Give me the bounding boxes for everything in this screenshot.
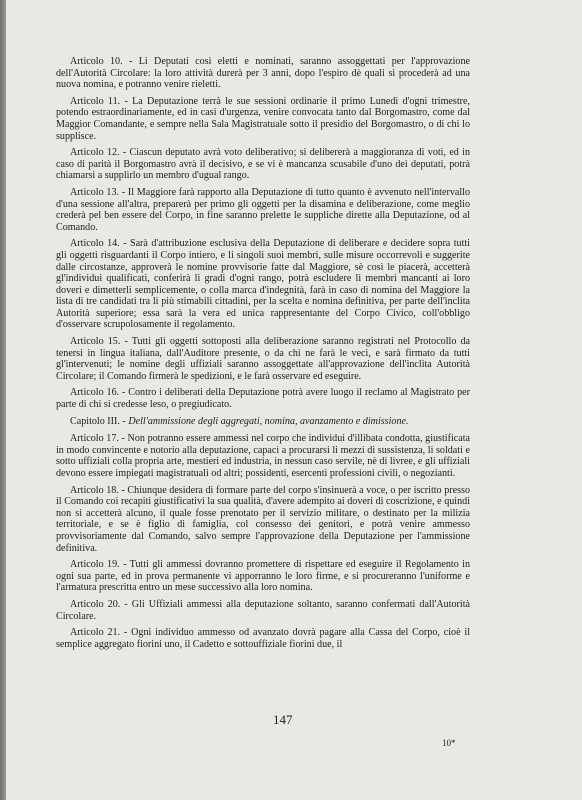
article-heading: Articolo 10. [70,56,123,67]
article-16 [56,387,470,410]
article-text: - Chiunque desidera di formare parte del corpo s'insinuerà a voce, o per iscritto presso il Comando coi recapiti giustificativi la sua qualità, d'avere adempito ai doveri di coscrizione, e quindi non si accetterà alcuno, il quale fosse prenotato per il servizio militare, o destinato per la milizia territoriale, e se è figlio di famiglia, col consesso dei genitori, e potrà venire ammesso provvisoriamente dal Comando, salvo sempre l'approvazione della Deputazione per l'ammissione definitiva. [56,484,470,554]
article-20 [56,599,470,622]
article-text: - Contro i deliberati della Deputazione potrà avere luogo il reclamo al Magistrato per parte di chi si credesse leso, o pregiudicato. [56,387,470,411]
article-17 [56,433,470,479]
article-text: - Il Maggiore farà rapporto alla Deputazione di tutto quanto è avvenuto nell'intervallo d'una sessione all'altra, preparerà per primo gli oggetti per la disamina e deliberazione, come meglio crederà pel ben essere del Corpo, in fine saranno prelette le suppliche dirette alla Deputazione, od al Comando. [56,186,471,233]
article-19 [56,559,470,594]
article-21 [56,627,470,650]
chapter-label: Capitolo III. [70,415,120,427]
article-heading: Articolo 11. [70,95,121,107]
chapter-heading: Capitolo III. - Dell'ammissione degli aggregati, nomina, avanzamento e dimissione. [70,415,409,427]
article-10 [56,56,470,91]
article-14 [56,238,470,331]
article-12 [56,147,470,182]
article-11 [56,96,470,142]
article-heading: Articolo 21. [70,627,121,639]
article-text: - Tutti gli oggetti sottoposti alla deliberazione saranno registrati nel Protocollo da tenersi in lingua italiana, dall'Auditore presente, o da chi ne farà le veci, e sarà firmato da tutti gl'intervenuti; le nomine degli uffiziali saranno assoggettate all'approvazione dell'inclita Autorità Circolare; il Comando firmerà le spedizioni, e le farà osservare ed eseguire. [56,336,471,382]
article-heading: Articolo 20. [70,598,121,610]
article-text: - Li Deputati così eletti e nominati, saranno assoggettati per l'approvazione dell'Autorità Circolare: la loro attività durerà per 3 anni, dopo l'espiro dè quali si procederà ad una nuova nomina, e potranno venire rieletti. [56,56,470,91]
article-13 [56,187,470,233]
article-text: - Ciascun deputato avrà voto deliberativo; si delibererà a maggioranza di voti, ed in caso di parità il Borgomastro avrà il decisivo, e se vi è mancanza scusabile d'uno dei deputati, potrà chiamarsi a supplirlo un membro d'ugual rango. [56,147,471,182]
article-15 [56,336,470,382]
signature-mark: 10* [442,738,456,748]
article-text: - Ogni individuo ammesso od avanzato dovrà pagare alla Cassa del Corpo, cioè il semplice aggregato fiorini uno, il Cadetto e sottouffiziale fiorini due, il [56,627,470,650]
article-heading: Articolo 14. [70,238,120,250]
article-text: - Non potranno essere ammessi nel corpo che individui d'illibata condotta, giustificata in modo convincente e notorio alla deputazione, capaci a procurarsi li mezzi di sussistenza, li soldati e sotto uffiziali colla propria arte, mestieri ed industria, in nessun caso servile, nè di livree, e gli uffiziali devono essere impiegati magistratuali od altri; possidenti, esercenti professioni civili, o negozianti. [56,433,470,479]
article-18 [56,485,470,555]
article-text: - Tutti gli ammessi dovranno promettere di rispettare ed eseguire il Regolamento in ogni sua parte, ed in prova permanente vi apporranno le loro firme, e si procureranno l'uniforme e l'armatura prescritta entro un mese successivo alla loro nomina. [56,559,470,594]
body-text [56,56,470,655]
article-heading: Articolo 18. [70,484,119,496]
article-text: - La Deputazione terrà le sue sessioni ordinarie il primo Lunedì d'ogni trimestre, potendo estraordinariamente, ed in casi d'urgenza, venire convocata tanto dal Borgomastro, come dal Maggior Comandante, e sempre nella Sala Magistratuale sotto il presidio del Borgomastro, o di chi lo supplisce. [56,95,471,142]
article-heading: Articolo 12. [70,147,120,159]
chapter-title: Dell'ammissione degli aggregati, nomina, avanzamento e dimissione. [128,415,409,427]
article-text: - Gli Uffiziali ammessi alla deputazione soltanto, saranno confermati dall'Autorità Circolare. [56,598,470,622]
article-heading: Articolo 17. [70,433,119,445]
document-page [6,0,582,800]
article-heading: Articolo 19. [70,559,120,571]
article-heading: Articolo 13. [70,186,120,198]
article-heading: Articolo 16. [70,387,120,399]
article-heading: Articolo 15. [70,336,121,348]
page-number: 147 [273,712,293,727]
article-text: - Sarà d'attribuzione esclusiva della Deputazione di deliberare e decidere sopra tutti gli oggetti risguardanti il Corpo intiero, e li singoli suoi membri, sulle misure occorrevoli e suggerite dalle circostanze, approverà le nomine provvisorie fatte dal Maggiore, sè così le piacerà, accetterà gl'individui qualificati, conferirà li gradi d'ogni rango, potrà escludere li membri mancanti ai loro doveri e dimetterli semplicemente, o colla marca d'indegnità, farà in caso di nomina del Maggiore la lista di tre candidati tra li più stimabili cittadini, per la scelta e nomina definitiva, per parte dell'inclita Autorità superiore; essa sarà la vera ed unica rappresentante del Corpo Civico, coll'obbligo d'osservare scrupolosamente il regolamento. [56,238,470,331]
